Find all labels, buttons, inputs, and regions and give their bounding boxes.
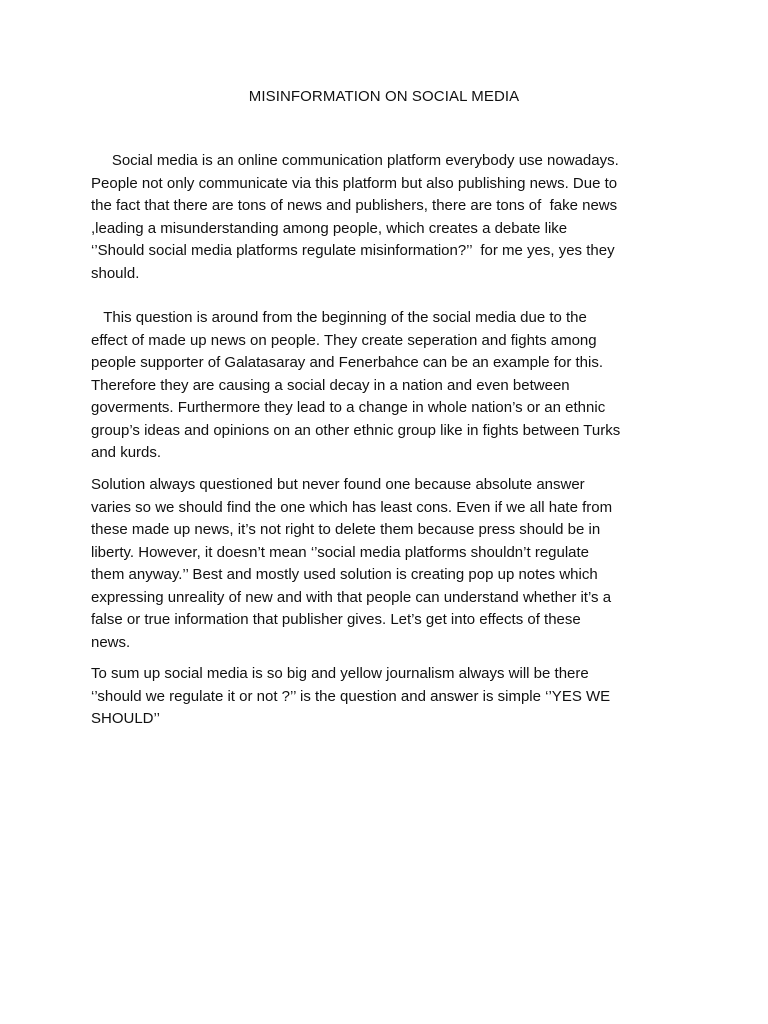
paragraph-line: goverments. Furthermore they lead to a change in whole nation’s or an ethnic	[91, 399, 606, 416]
paragraph-line: false or true information that publisher gives. Let’s get into effects of these	[91, 611, 581, 628]
paragraph-line: expressing unreality of new and with that people can understand whether it’s a	[91, 588, 612, 606]
paragraph-line: SHOULD’’	[91, 710, 160, 727]
paragraph-line: ‘’should we regulate it or not ?’’ is the question and answer is simple ‘’YES WE	[91, 687, 611, 705]
paragraph-line: People not only communicate via this platform but also publishing news. Due to	[91, 174, 618, 192]
paragraph-line: should.	[91, 264, 140, 282]
paragraph-line: To sum up social media is so big and yellow journalism always will be there	[91, 665, 589, 682]
paragraph-line: This question is around from the beginning of the social media due to the	[91, 309, 587, 326]
paragraph-line: liberty. However, it doesn’t mean ‘’social media platforms shouldn’t regulate	[91, 543, 590, 561]
paragraph-line: these made up news, it’s not right to delete them because press should be in	[91, 521, 601, 538]
paragraph-line: ‘’Should social media platforms regulate misinformation?’’ for me yes, yes they	[91, 242, 615, 259]
paragraph-line: and kurds.	[91, 444, 162, 461]
paragraph-background	[91, 307, 683, 465]
paragraph-line: group’s ideas and opinions on an other ethnic group like in fights between Turks	[91, 421, 621, 439]
paragraph-line: people supporter of Galatasaray and Fenerbahce can be an example for this.	[91, 354, 603, 371]
paragraph-introduction	[91, 150, 683, 285]
paragraph-line: news.	[91, 633, 131, 651]
paragraph-line: them anyway.’’ Best and mostly used solution is creating pop up notes which	[91, 566, 598, 583]
paragraph-conclusion	[91, 663, 683, 731]
paragraph-line: Social media is an online communication platform everybody use nowadays.	[91, 152, 619, 169]
paragraph-line: ,leading a misunderstanding among people, which creates a debate like	[91, 219, 568, 237]
paragraph-line: effect of made up news on people. They create seperation and fights among	[91, 331, 597, 349]
paragraph-line: Solution always questioned but never found one because absolute answer	[91, 476, 585, 493]
document-title: MISINFORMATION ON SOCIAL MEDIA	[248, 88, 520, 105]
paragraph-solution	[91, 474, 683, 654]
paragraph-line: the fact that there are tons of news and publishers, there are tons of fake news	[91, 197, 618, 214]
paragraph-line: varies so we should find the one which has least cons. Even if we all hate from	[91, 498, 613, 516]
paragraph-line: Therefore they are causing a social decay in a nation and even between	[91, 376, 570, 394]
